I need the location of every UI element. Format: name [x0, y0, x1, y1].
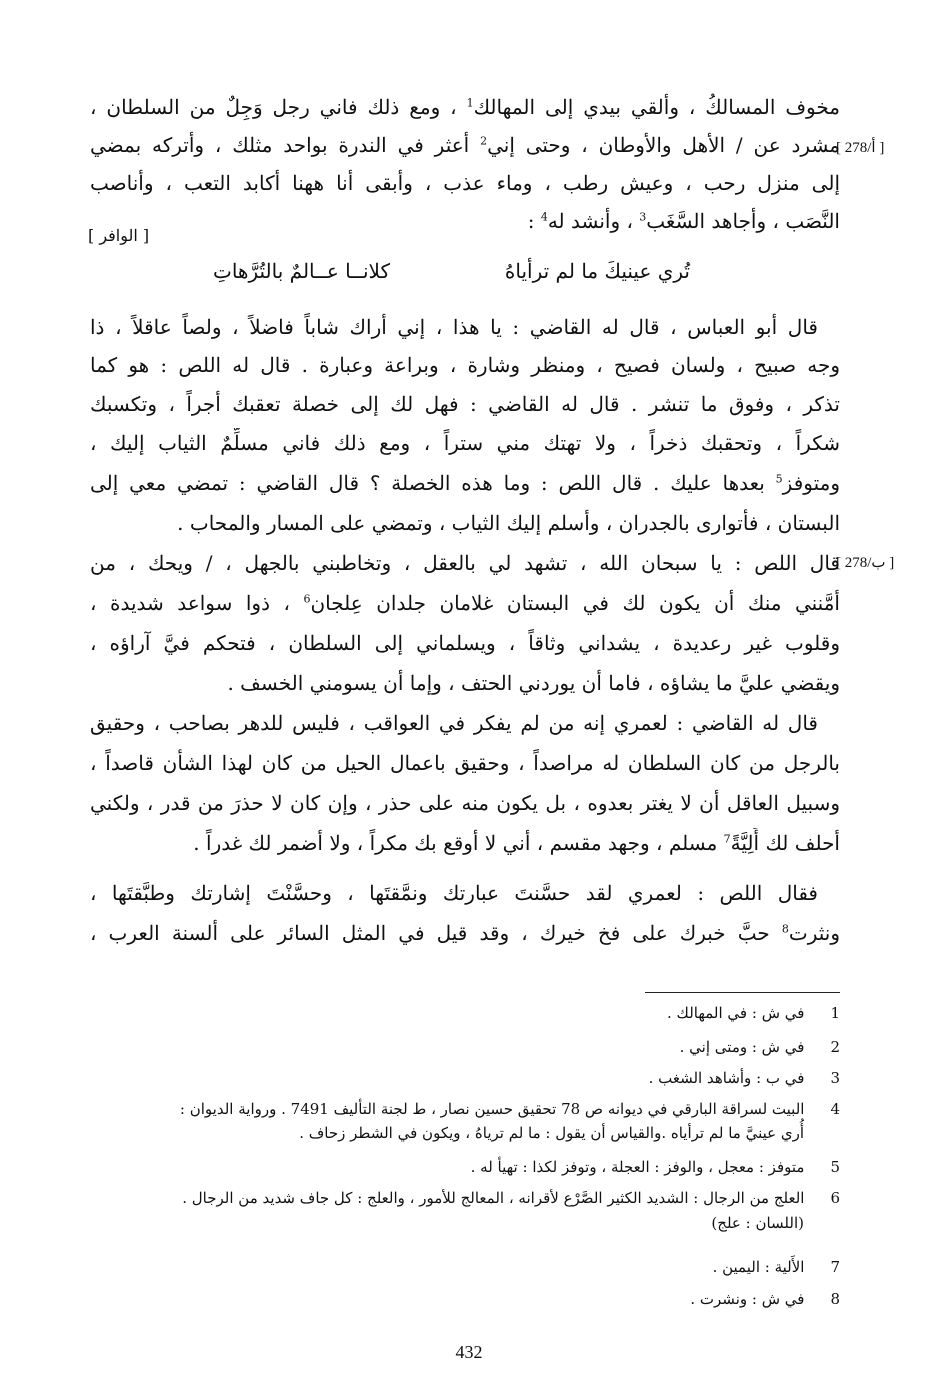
footnote: 2 في ش : ومتى إني .: [679, 1038, 840, 1056]
footnote: 4 البيت لسراقة البارقي في ديوانه ص 78 تحقيق حسين نصار ، ط لجنة التأليف 7491 . ورواية الديوان :: [179, 1100, 840, 1118]
body-line: ونثرت$^8$ حبَّ خبرك على فخ خيرك ، وقد قيل في المثل السائر على ألسنة العرب ،: [90, 921, 840, 945]
body-line: ومتوفز$^5$ بعدها عليك . قال اللص : وما هذه الخصلة ؟ قال القاضي : تمضي معي إلى: [90, 471, 840, 495]
verse-hemistich: كلانــا عــالمٌ بالتُرَّهاتِ: [213, 259, 390, 283]
footnote: 1 في ش : في المهالك .: [667, 1004, 840, 1022]
footnote: 8 في ش : ونشرت .: [690, 1290, 840, 1308]
body-line: شكراً ، وتحقبك ذخراً ، ولا تهتك مني ستراً ، ومع ذلك فاني مسلِّمٌ الثياب إليك ،: [90, 431, 840, 455]
footnote-continuation: أُري عينيَّ ما لم ترأياه .والقياس أن يقول : ما لم ترياهُ ، ويكون في الشطر زحاف .: [299, 1124, 804, 1142]
body-line: إلى منزل رحب ، وعيش رطب ، وماء عذب ، وأبقى أنا ههنا أكابد التعب ، وأناصب: [90, 171, 840, 195]
body-line: فقال اللص : لعمري لقد حسَّنتَ عبارتك ونمَّقتَها ، وحسَّنْتَ إشارتك وطبَّقتَها ،: [90, 881, 818, 905]
footnote: 6 العلج من الرجال : الشديد الكثير الصَّرْع لأقرانه ، المعالج للأمور ، والعلج : كل جاف شديد من الرجال .: [182, 1189, 840, 1207]
body-line: أحلف لك أَلِيَّةً$^7$ مسلم ، وجهد مقسم ، أني لا أوقع بك مكراً ، ولا أضمر لك غدراً .: [193, 831, 840, 855]
body-line: وسبيل العاقل أن لا يغتر بعدوه ، بل يكون منه على حذر ، وإن كان لا حذرَ من قدر ، ولكني: [90, 791, 840, 815]
body-line: ويقضي عليَّ ما يشاؤه ، فاما أن يوردني الحتف ، وإما أن يسومني الخسف .: [227, 671, 840, 695]
footnote-separator: [645, 992, 840, 993]
body-line: وجه صبيح ، ولسان فصيح ، ومنظر وشارة ، وبراعة وعبارة . قال له اللص : هو كما: [90, 353, 840, 377]
footnote: 3 في ب : وأشاهد الشغب .: [648, 1069, 840, 1087]
verse-hemistich: تُري عينيكَ ما لم ترأياهُ: [504, 259, 690, 283]
body-line: قال له القاضي : لعمري إنه من لم يفكر في العواقب ، فليس للدهر بصاحب ، وحقيق: [90, 711, 818, 735]
body-line: وقلوب غير رعديدة ، يشداني وثاقاً ، ويسلماني إلى السلطان ، فتحكم فيَّ آراؤه ،: [90, 631, 840, 655]
body-line: تذكر ، وفوق ما تنشر . قال له القاضي : فهل لك إلى خصلة تعقبك أجراً ، وتكسبك: [90, 392, 840, 416]
body-line: مشرد عن / الأهل والأوطان ، وحتى إني$^2$ أعثر في الندرة بواحد مثلك ، وأتركه بمضي: [90, 133, 840, 157]
body-line: قال أبو العباس ، قال له القاضي : يا هذا ، إني أراك شاباً فاضلاً ، ولصاً عاقلاً ، ذا: [90, 315, 818, 339]
footnote: 7 الأَلية : اليمين .: [712, 1258, 840, 1276]
meter-label: [ الوافر ]: [88, 226, 150, 245]
body-line: قال اللص : يا سبحان الله ، تشهد لي بالعقل ، وتخاطبني بالجهل ، / ويحك ، من: [90, 551, 840, 575]
footnote: 5 متوفز : معجل ، والوفز : العجلة ، وتوفز لكذا : تهيأ له .: [470, 1158, 840, 1176]
body-line: النَّصَب ، وأجاهد السَّغَب$^3$ ، وأنشد له$^4$ :: [527, 209, 840, 233]
page-number: 432: [455, 1342, 483, 1362]
body-line: بالرجل من كان السلطان له مراصداً ، وحقيق باعمال الحيل من كان لهذا الشأن قاصداً ،: [90, 751, 840, 775]
folio-reference: [ 278/ب ]: [836, 555, 895, 571]
folio-reference: [ 278/أ ]: [836, 140, 885, 156]
body-line: أمَّنني منك أن يكون لك في البستان غلامان جلدان عِلجان$^6$ ، ذوا سواعد شديدة ،: [90, 591, 840, 615]
body-line: البستان ، فأتوارى بالجدران ، وأسلم إليك الثياب ، وتمضي على المسار والمحاب .: [177, 511, 840, 535]
body-line: مخوف المسالكُ ، وألقي بيدي إلى المهالك$^1$ ، ومع ذلك فاني رجل وَجِلٌ من السلطان ،: [90, 95, 840, 119]
footnote-continuation: (اللسان : علج): [711, 1214, 804, 1232]
